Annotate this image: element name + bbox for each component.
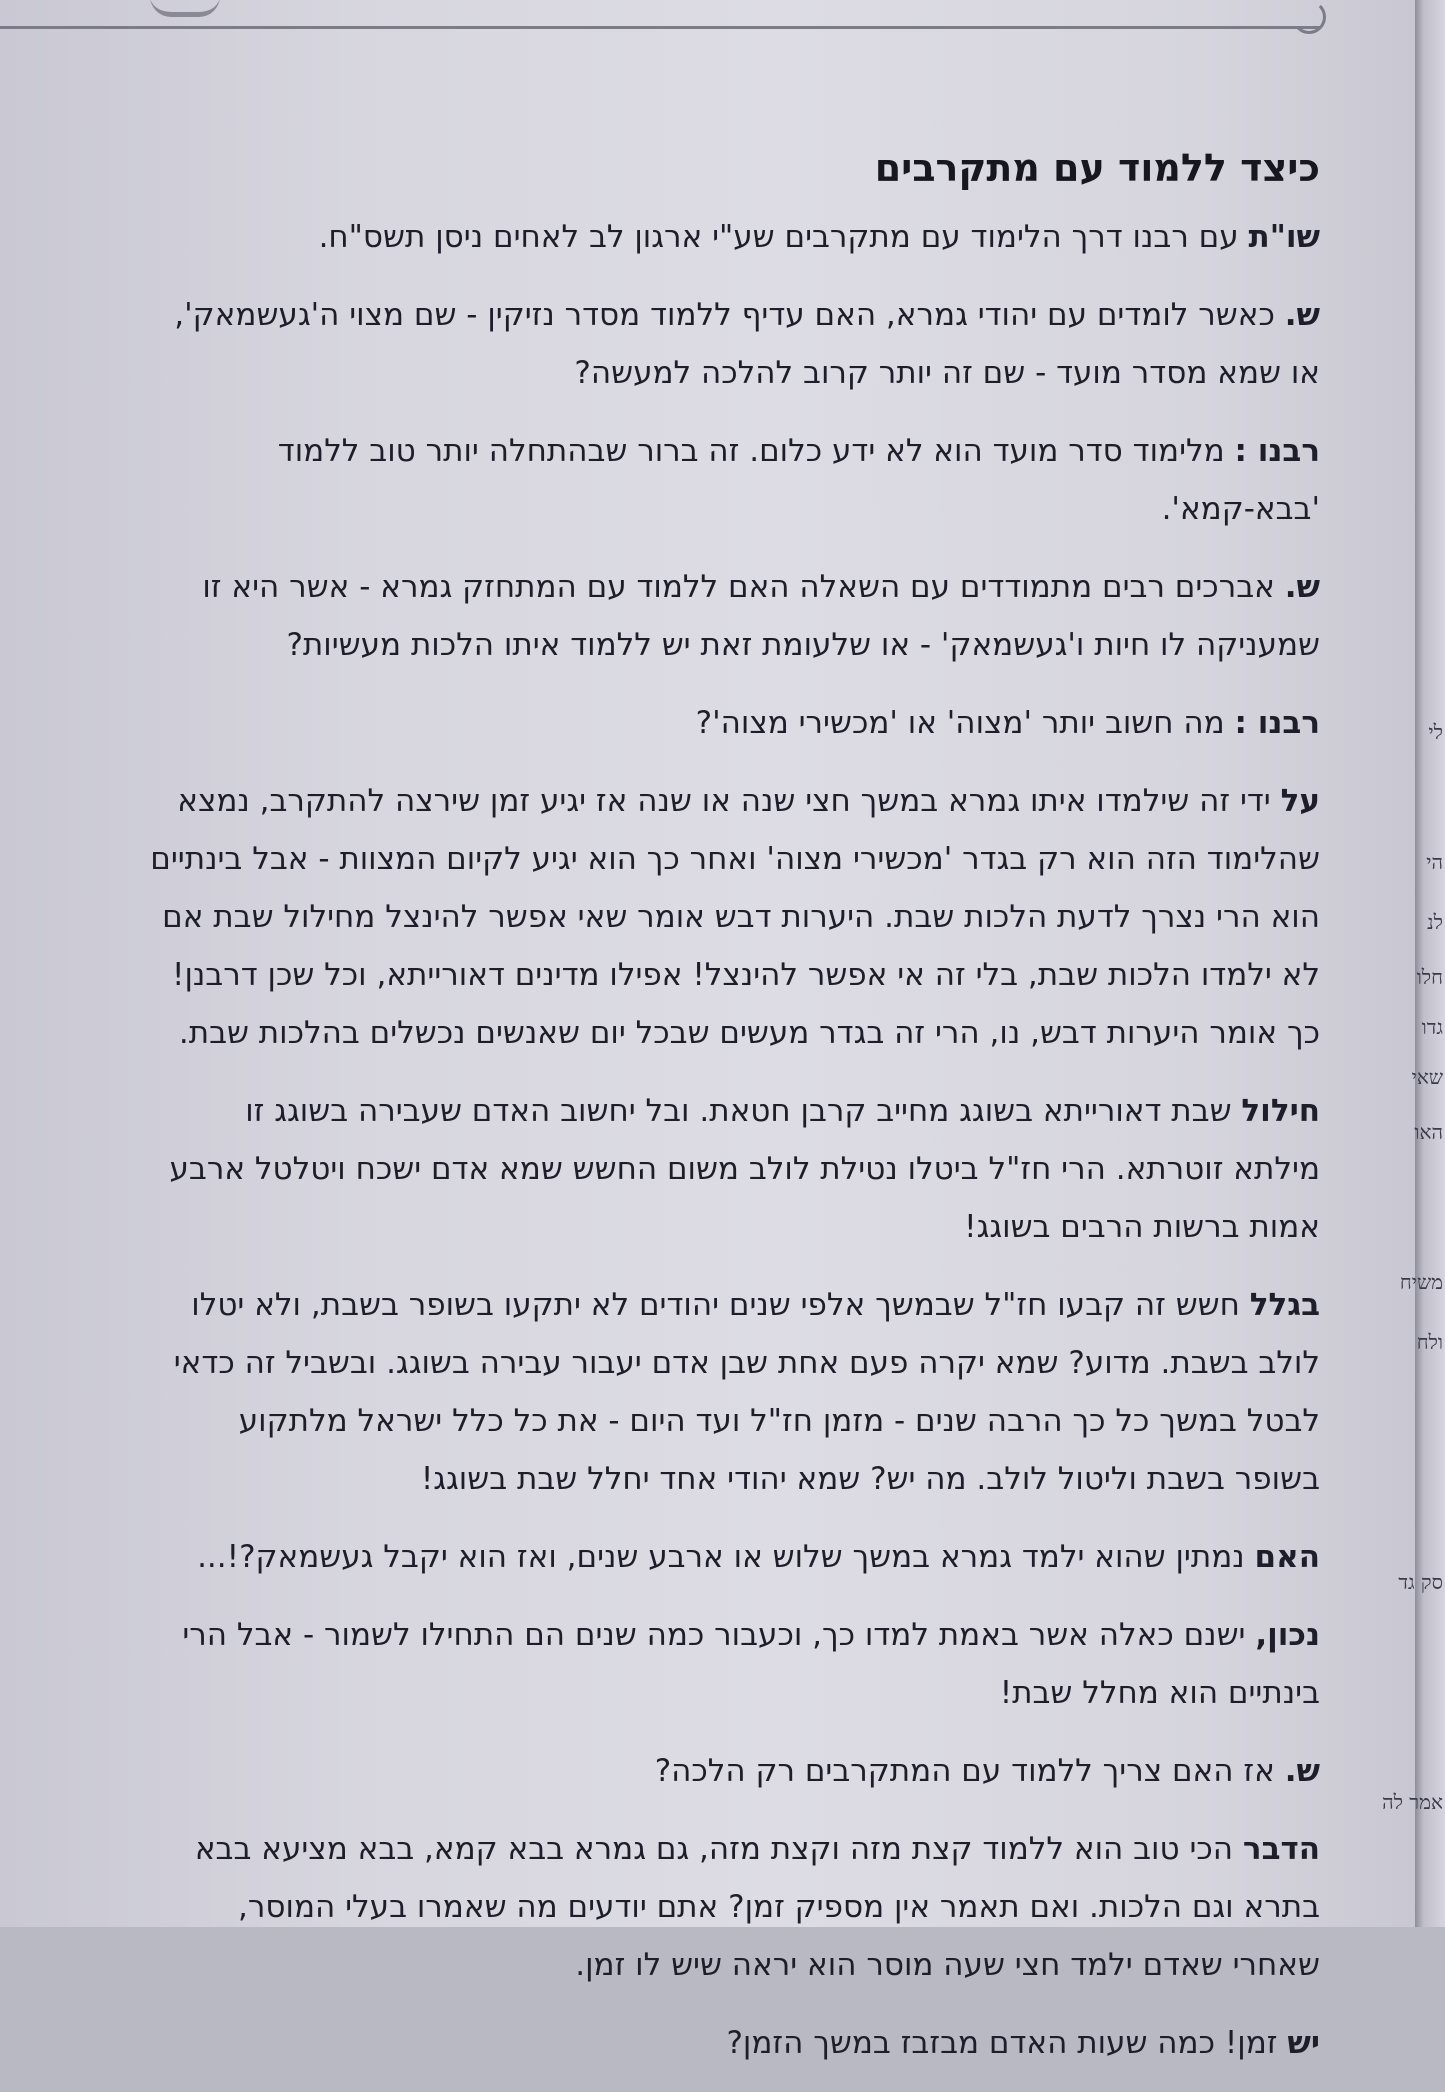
next-page-fragment: גדו [1421, 1015, 1443, 1039]
next-page-fragment: ולח [1416, 1330, 1443, 1354]
paragraph [150, 208, 1320, 266]
paragraph-lead: נכון, [1255, 1617, 1320, 1653]
paragraph [150, 1606, 1320, 1722]
paragraph-lead: ש. [1284, 297, 1320, 333]
paragraph-lead: ש. [1284, 569, 1320, 605]
paragraph [150, 1276, 1320, 1508]
page-header-rule [0, 4, 1320, 29]
paragraph-text: נמתין שהוא ילמד גמרא במשך שלוש או ארבע שנים, ואז הוא יקבל געשמאק?!... [197, 1539, 1255, 1575]
answer-paragraph [150, 422, 1320, 538]
paragraph-text: חשש זה קבעו חז"ל שבמשך אלפי שנים יהודים לא יתקעו בשופר בשבת, ולא יטלו לולב בשבת. מדוע? שמא יקרה פעם אחת שבן אדם יעבור עבירה בשוגג. ובשביל זה כדאי לבטל במשך כל כך הרבה שנים - מזמן חז"ל ועד היום - את כל כלל ישראל מלתקוע בשופר בשבת וליטול לולב. מה יש? שמא יהודי אחד יחלל שבת בשוגג! [173, 1287, 1320, 1497]
paragraph-text: כאשר לומדים עם יהודי גמרא, האם עדיף ללמוד מסדר נזיקין - שם מצוי ה'געשמאק', או שמא מסדר מועד - שם זה יותר קרוב להלכה למעשה? [174, 297, 1320, 391]
paragraph-lead: חילול [1241, 1093, 1320, 1129]
paragraph [150, 2014, 1320, 2072]
paragraph-lead: הדבר [1242, 1831, 1320, 1867]
paragraph-text: עם רבנו דרך הלימוד עם מתקרבים שע"י ארגון לב לאחים ניסן תשס"ח. [318, 219, 1249, 255]
paragraph-lead: רבנו : [1234, 705, 1320, 741]
paragraph-lead: רבנו : [1234, 433, 1320, 469]
next-page-fragment: שאי [1411, 1065, 1443, 1089]
header-curl-ornament [1292, 0, 1326, 34]
header-ornament [150, 0, 220, 17]
question-paragraph [150, 558, 1320, 674]
paragraph [150, 1082, 1320, 1256]
next-page-fragment: סק גד [1398, 1570, 1443, 1594]
paragraph-text: שבת דאורייתא בשוגג מחייב קרבן חטאת. ובל יחשוב האדם שעבירה בשוגג זו מילתא זוטרתא. הרי חז"ל ביטלו נטילת לולב משום החשש שמא אדם ישכח ויטלטל ארבע אמות ברשות הרבים בשוגג! [169, 1093, 1320, 1245]
next-page-fragment: משיח [1399, 1270, 1443, 1294]
answer-paragraph [150, 694, 1320, 752]
paragraph [150, 772, 1320, 1062]
paragraph-lead: שו"ת [1248, 219, 1320, 255]
next-page-fragment: לנ [1427, 910, 1443, 934]
paragraph [150, 1820, 1320, 1994]
next-page-fragment: אמר לה [1382, 1790, 1443, 1814]
next-page-fragment: הי [1426, 850, 1443, 874]
next-page-fragment: לי [1428, 720, 1443, 744]
paragraph-text: אברכים רבים מתמודדים עם השאלה האם ללמוד עם המתחזק גמרא - אשר היא זו שמעניקה לו חיות ו'געשמאק' - או שלעומת זאת יש ללמוד איתו הלכות מעשיות? [202, 569, 1320, 663]
paragraph-lead: על [1280, 783, 1320, 819]
paragraph-text: אז האם צריך ללמוד עם המתקרבים רק הלכה? [654, 1753, 1285, 1789]
paragraph-text: זמן! כמה שעות האדם מבזבז במשך הזמן? [726, 2025, 1288, 2061]
paragraph [150, 1528, 1320, 1586]
article [150, 140, 1320, 2092]
next-page-fragment: האו [1414, 1120, 1443, 1144]
paragraph-text: מלימוד סדר מועד הוא לא ידע כלום. זה ברור שבהתחלה יותר טוב ללמוד 'בבא-קמא'. [277, 433, 1320, 527]
paragraph-text: מה חשוב יותר 'מצוה' או 'מכשירי מצוה'? [695, 705, 1235, 741]
next-page-edge [1382, 0, 1445, 1927]
question-paragraph [150, 286, 1320, 402]
page-title: כיצד ללמוד עם מתקרבים [874, 146, 1320, 190]
paragraph-lead: בגלל [1249, 1287, 1320, 1323]
paragraph-text: הכי טוב הוא ללמוד קצת מזה וקצת מזה, גם גמרא בבא קמא, בבא מציעא בבא בתרא וגם הלכות. ואם תאמר אין מספיק זמן? אתם יודעים מה שאמרו בעלי המוסר, שאחרי שאדם ילמד חצי שעה מוסר הוא יראה שיש לו זמן. [194, 1831, 1320, 1983]
paragraph-lead: האם [1254, 1539, 1320, 1575]
paragraph-lead: יש [1287, 2025, 1320, 2061]
paragraph-text: ידי זה שילמדו איתו גמרא במשך חצי שנה או שנה אז יגיע זמן שירצה להתקרב, נמצא שהלימוד הזה הוא רק בגדר 'מכשירי מצוה' ואחר כך הוא יגיע לקיום המצוות - אבל בינתיים הוא הרי נצרך לדעת הלכות שבת. היערות דבש אומר שאי אפשר להינצל מחילול שבת אם לא ילמדו הלכות שבת, בלי זה אי אפשר להינצל! אפילו מדינים דאורייתא, וכל שכן דרבנן! כך אומר היערות דבש, נו, הרי זה בגדר מעשים שבכל יום שאנשים נכשלים בהלכות שבת. [150, 783, 1320, 1051]
paragraph-text: ישנם כאלה אשר באמת למדו כך, וכעבור כמה שנים הם התחילו לשמור - אבל הרי בינתיים הוא מחלל שבת! [182, 1617, 1320, 1711]
question-paragraph [150, 1742, 1320, 1800]
paragraph-lead: ש. [1284, 1753, 1320, 1789]
next-page-fragment: חלו [1416, 965, 1443, 989]
